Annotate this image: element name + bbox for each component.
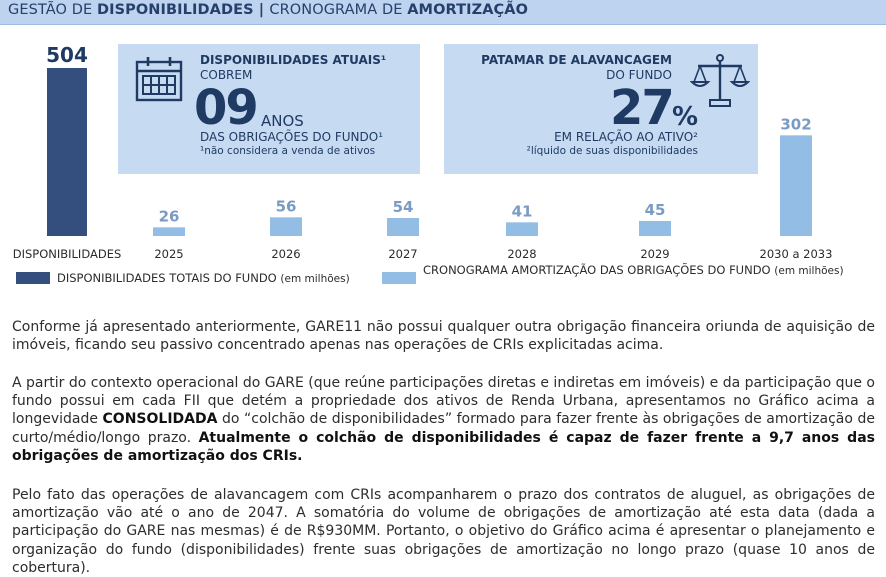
box2-footnote: ²líquido de suas disponibilidades xyxy=(526,145,698,157)
category-label: 2028 xyxy=(507,247,537,261)
value-label: 54 xyxy=(392,198,414,216)
legend-unit-amortization: (em milhões) xyxy=(774,265,844,277)
box1-line2: COBREM xyxy=(200,68,253,82)
legend-label-amortization: CRONOGRAMA AMORTIZAÇÃO DAS OBRIGAÇÕES DO FUNDO xyxy=(423,263,771,277)
box1-line4: DAS OBRIGAÇÕES DO FUNDO¹ xyxy=(200,130,384,144)
info-box-leverage xyxy=(444,44,758,174)
value-label: 504 xyxy=(46,43,88,67)
category-label: 2029 xyxy=(640,247,670,261)
legend-unit-availability: (em milhões) xyxy=(280,273,350,285)
legend-swatch-availability xyxy=(16,272,50,284)
box2-line2: DO FUNDO xyxy=(606,68,672,82)
paragraph-1: Conforme já apresentado anteriormente, GARE11 não possui qualquer outra obrigação financeira oriunda de aquisição de imóveis, ficando seu passivo concentrado apenas nas operações de CRIs explicitadas acima. xyxy=(12,319,875,354)
title-part-4: AMORTIZAÇÃO xyxy=(407,2,529,18)
box2-unit: % xyxy=(672,102,699,132)
bar-2025 xyxy=(153,227,185,236)
value-label: 302 xyxy=(780,115,812,134)
calendar-icon xyxy=(134,56,184,104)
title-part-1: GESTÃO DE xyxy=(8,2,97,18)
bar-2029 xyxy=(639,221,671,236)
bar-2027 xyxy=(387,218,419,236)
bar-disponibilidades xyxy=(47,68,87,236)
value-label: 45 xyxy=(644,201,666,219)
paragraph-3: Pelo fato das operações de alavancagem com CRIs acompanharem o prazo dos contratos de aluguel, as obrigações de amortização vão até o ano de 2047. A somatória do volume de obrigações de amortização até esta data (dada a participação do GARE nas mesmas) é de R$930MM. Portanto, o objetivo do Gráfico acima é apresentar o planejamento e organização do fundo (disponibilidades) frente suas obrigações de amortização no longo prazo (quase 10 anos de cobertura). xyxy=(12,487,875,576)
p2-bold-consolidada: CONSOLIDADA xyxy=(102,411,218,428)
paragraph-2 xyxy=(12,374,875,465)
box1-title: DISPONIBILIDADES ATUAIS¹ xyxy=(200,53,387,67)
value-label: 26 xyxy=(158,207,180,226)
box2-title: PATAMAR DE ALAVANCAGEM xyxy=(481,53,672,67)
section-title xyxy=(8,2,528,18)
category-label: 2026 xyxy=(271,247,301,261)
category-label: 2030 a 2033 xyxy=(759,247,833,261)
legend-item-amortization xyxy=(423,263,844,277)
value-label: 56 xyxy=(275,197,297,216)
legend-swatch-amortization xyxy=(382,272,416,284)
legend-label-availability: DISPONIBILIDADES TOTAIS DO FUNDO xyxy=(57,271,277,285)
box1-big-number: 09 xyxy=(194,80,257,136)
bar-2026 xyxy=(270,217,302,236)
p2-text-c: do “colchão de disponibilidades” formado para fazer frente às obrigações de amortização de curto/médio/longo prazo. xyxy=(12,411,875,446)
box1-unit: ANOS xyxy=(261,112,304,130)
section-header xyxy=(0,0,886,25)
category-label: 2027 xyxy=(388,247,418,261)
info-box-availability xyxy=(118,44,420,174)
category-label: 2025 xyxy=(154,247,184,261)
value-label: 41 xyxy=(511,202,533,221)
box2-big-number: 27 xyxy=(610,80,673,136)
p2-bold-summary: Atualmente o colchão de disponibilidades é capaz de fazer frente a 9,7 anos das obrigações de amortização dos CRIs. xyxy=(12,429,875,464)
p2-text-a: A partir do contexto operacional do GARE (que reúne participações diretas e indiretas em imóveis) e da participação que o fundo possui em cada FII que detém a propriedade dos ativos de Renda Urbana, apresentamos no Gráfico acima a longevidade xyxy=(12,375,875,428)
scale-icon xyxy=(690,52,750,110)
title-part-2: DISPONIBILIDADES | xyxy=(96,2,270,18)
legend-item-availability xyxy=(57,271,350,285)
bar-2028 xyxy=(506,222,538,236)
box2-line4: EM RELAÇÃO AO ATIVO² xyxy=(554,130,698,144)
box1-footnote: ¹não considera a venda de ativos xyxy=(200,145,376,157)
title-part-3: CRONOGRAMA DE xyxy=(269,2,408,18)
category-label: DISPONIBILIDADES xyxy=(12,247,122,261)
bar-2030-a-2033 xyxy=(780,135,812,236)
